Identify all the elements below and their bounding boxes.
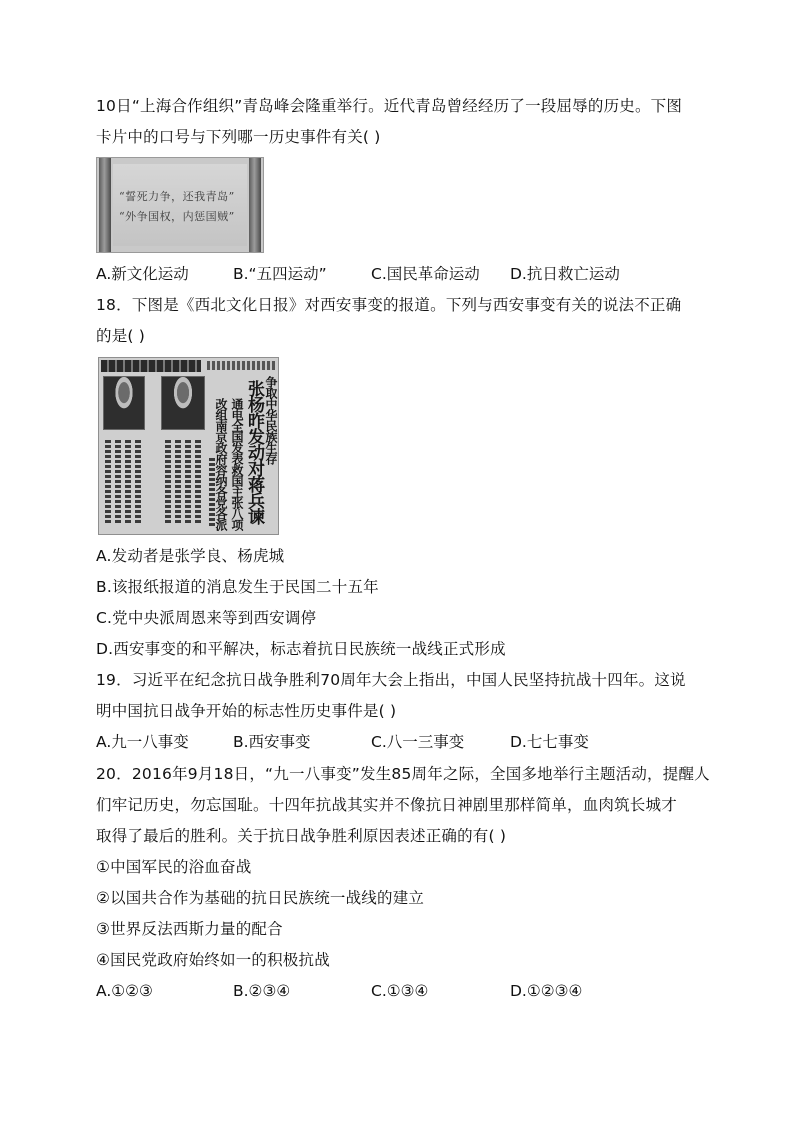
newspaper-image <box>98 357 279 535</box>
q20-options <box>96 981 716 1001</box>
q19-option-d[interactable]: D.七七事变 <box>510 733 589 751</box>
q19-option-a[interactable]: A.九一八事变 <box>96 733 189 751</box>
news-column <box>185 440 191 525</box>
q20-stem-line3: 取得了最后的胜利。关于抗日战争胜利原因表述正确的有( ) <box>96 827 507 845</box>
q18-option-a[interactable]: A.发动者是张学良、杨虎城 <box>96 547 285 565</box>
q20-stem-line1: 20．2016年9月18日，“九一八事变”发生85周年之际，全国多地举行主题活动，提醒人 <box>96 765 710 783</box>
newspaper-headline-2: 张杨昨发动对蒋兵谏 <box>244 380 264 524</box>
q19-stem-line2: 明中国抗日战争开始的标志性历史事件是( ) <box>96 702 397 720</box>
news-column <box>125 440 131 525</box>
card-paper <box>113 164 247 246</box>
q18-option-d[interactable]: D.西安事变的和平解决，标志着抗日民族统一战线正式形成 <box>96 640 506 658</box>
q20-item-4: ④国民党政府始终如一的积极抗战 <box>96 951 330 969</box>
news-column <box>115 440 121 525</box>
newspaper-masthead <box>101 360 201 372</box>
q18-stem-line2: 的是( ) <box>96 327 146 345</box>
q18-option-c[interactable]: C.党中央派周恩来等到西安调停 <box>96 609 317 627</box>
q19-option-c[interactable]: C.八一三事变 <box>371 733 465 751</box>
q17-option-c[interactable]: C.国民革命运动 <box>371 265 480 283</box>
q20-item-2: ②以国共合作为基础的抗日民族统一战线的建立 <box>96 889 425 907</box>
q20-item-1: ①中国军民的浴血奋战 <box>96 858 252 876</box>
q17-option-d[interactable]: D.抗日救亡运动 <box>510 265 620 283</box>
q20-option-d[interactable]: D.①②③④ <box>510 982 583 1000</box>
newspaper-headline-4: 改组南京政府容纳各党各派 <box>214 398 228 530</box>
news-column <box>135 440 141 525</box>
scroll-rod-right <box>249 158 261 252</box>
q20-item-3: ③世界反法西斯力量的配合 <box>96 920 283 938</box>
q18-stem-line1: 18．下图是《西北文化日报》对西安事变的报道。下列与西安事变有关的说法不正确 <box>96 296 682 314</box>
q17-stem-line1: 10日“上海合作组织”青岛峰会隆重举行。近代青岛曾经经历了一段屈辱的历史。下图 <box>96 97 683 115</box>
slogan-card-image <box>96 157 264 253</box>
q20-option-a[interactable]: A.①②③ <box>96 982 153 1000</box>
scroll-rod-left <box>99 158 111 252</box>
q17-option-b[interactable]: B.“五四运动” <box>233 265 327 283</box>
q20-option-b[interactable]: B.②③④ <box>233 982 291 1000</box>
news-column <box>195 440 201 525</box>
q19-stem-line1: 19．习近平在纪念抗日战争胜利70周年大会上指出，中国人民坚持抗战十四年。这说 <box>96 671 686 689</box>
newspaper-headline-3: 通电全国发表救国主张八项 <box>230 398 244 530</box>
q19-option-b[interactable]: B.西安事变 <box>233 733 311 751</box>
news-column <box>105 440 111 525</box>
newspaper-headline-1: 争取中华民族生存 <box>264 376 278 464</box>
q20-stem-line2: 们牢记历史，勿忘国耻。十四年抗战其实并不像抗日神剧里那样简单，血肉筑长城才 <box>96 796 677 814</box>
q20-option-c[interactable]: C.①③④ <box>371 982 429 1000</box>
q19-options <box>96 732 716 752</box>
q17-option-a[interactable]: A.新文化运动 <box>96 265 189 283</box>
news-column <box>175 440 181 525</box>
q18-option-b[interactable]: B.该报纸报道的消息发生于民国二十五年 <box>96 578 379 596</box>
news-column <box>165 440 171 525</box>
q17-stem-line2: 卡片中的口号与下列哪一历史事件有关( ) <box>96 128 381 146</box>
portrait-photo-right <box>161 376 205 430</box>
card-slogan-2: “外争国权，内惩国贼” <box>119 210 235 223</box>
q17-options <box>96 264 716 284</box>
portrait-photo-left <box>103 376 145 430</box>
card-slogan-1: “誓死力争，还我青岛” <box>119 190 235 203</box>
newspaper-top-note <box>207 361 275 370</box>
